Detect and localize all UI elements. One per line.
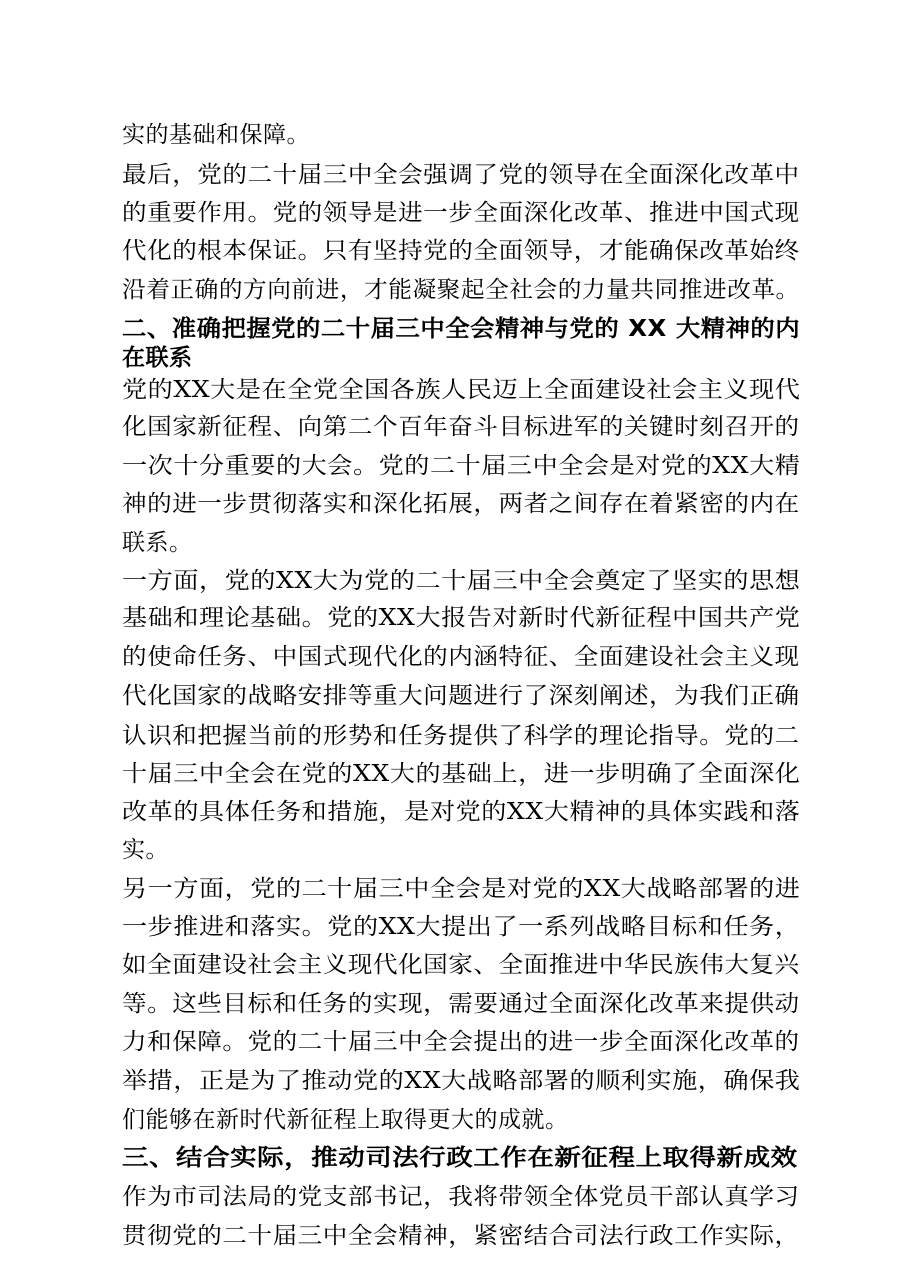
paragraph-line: 如全面建设社会主义现代化国家、全面推进中华民族伟大复兴 (122, 952, 800, 978)
paragraph-line: 实的基础和保障。 (122, 122, 310, 148)
paragraph-line: 另一方面，党的二十届三中全会是对党的XX大战略部署的进 (122, 876, 801, 902)
paragraph-line: 沿着正确的方向前进，才能凝聚起全社会的力量共同推进改革。 (122, 277, 800, 303)
paragraph-line: 化国家新征程、向第二个百年奋斗目标进军的关键时刻召开的 (122, 414, 800, 440)
paragraph-line: 认识和把握当前的形势和任务提供了科学的理论指导。党的二 (122, 723, 800, 749)
section-heading-line: 二、准确把握党的二十届三中全会精神与党的 XX 大精神的内 (122, 316, 801, 342)
paragraph-line: 举措，正是为了推动党的XX大战略部署的顺利实施，确保我 (122, 1068, 801, 1094)
paragraph-line: 作为市司法局的党支部书记，我将带领全体党员干部认真学习 (122, 1184, 800, 1210)
paragraph-line: 代化的根本保证。只有坚持党的全面领导，才能确保改革始终 (122, 238, 800, 264)
paragraph-line: 改革的具体任务和措施，是对党的XX大精神的具体实践和落 (122, 799, 801, 825)
paragraph-line: 实。 (122, 837, 169, 863)
paragraph-line: 基础和理论基础。党的XX大报告对新时代新征程中国共产党 (122, 605, 801, 631)
paragraph-line: 贯彻党的二十届三中全会精神，紧密结合司法行政工作实际， (122, 1223, 800, 1249)
paragraph-line: 一次十分重要的大会。党的二十届三中全会是对党的XX大精 (122, 453, 801, 479)
paragraph-line: 力和保障。党的二十届三中全会提出的进一步全面深化改革的 (122, 1029, 800, 1055)
paragraph-line: 联系。 (122, 530, 193, 556)
paragraph-line: 等。这些目标和任务的实现，需要通过全面深化改革来提供动 (122, 991, 800, 1017)
section-heading-line: 在联系 (122, 345, 193, 371)
section-heading-line: 三、结合实际，推动司法行政工作在新征程上取得新成效 (122, 1145, 798, 1171)
paragraph-line: 一步推进和落实。党的XX大提出了一系列战略目标和任务， (122, 914, 801, 940)
paragraph-line: 的重要作用。党的领导是进一步全面深化改革、推进中国式现 (122, 200, 800, 226)
paragraph-line: 十届三中全会在党的XX大的基础上，进一步明确了全面深化 (122, 761, 801, 787)
paragraph-line: 最后，党的二十届三中全会强调了党的领导在全面深化改革中 (122, 162, 800, 188)
paragraph-line: 们能够在新时代新征程上取得更大的成就。 (122, 1107, 569, 1133)
paragraph-line: 一方面，党的XX大为党的二十届三中全会奠定了坚实的思想 (122, 568, 801, 594)
paragraph-line: 神的进一步贯彻落实和深化拓展，两者之间存在着紧密的内在 (122, 491, 800, 517)
paragraph-line: 代化国家的战略安排等重大问题进行了深刻阐述，为我们正确 (122, 683, 800, 709)
paragraph-line: 的使命任务、中国式现代化的内涵特征、全面建设社会主义现 (122, 644, 800, 670)
paragraph-line: 党的XX大是在全党全国各族人民迈上全面建设社会主义现代 (122, 377, 801, 403)
